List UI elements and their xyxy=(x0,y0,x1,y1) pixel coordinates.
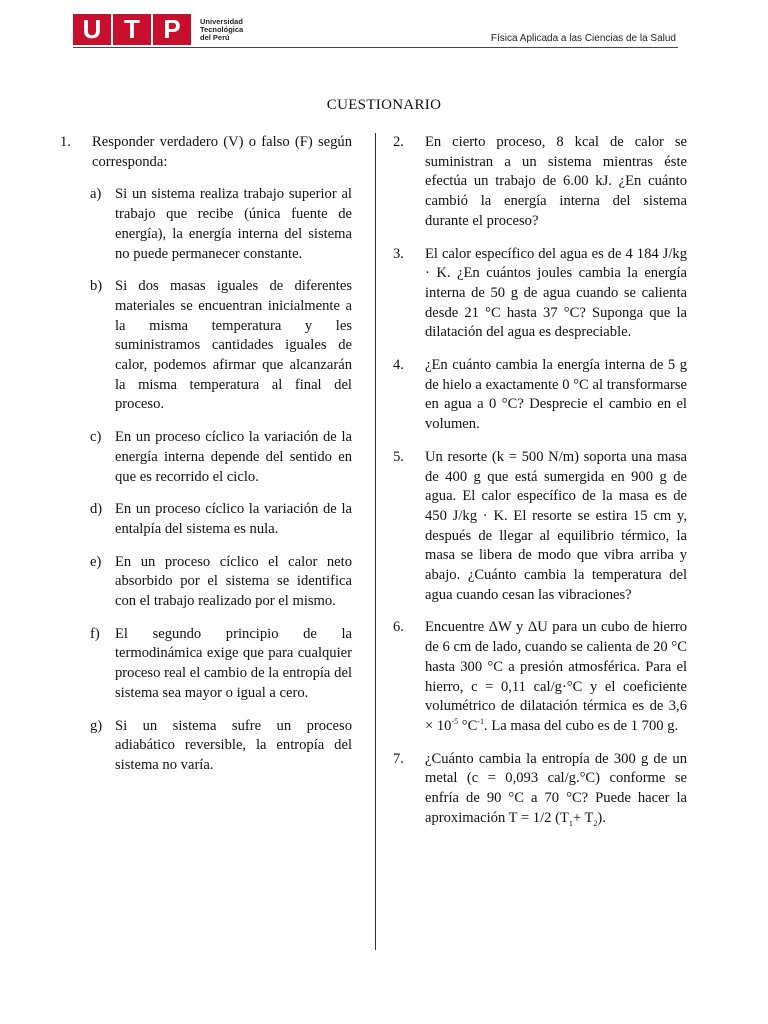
course-title: Física Aplicada a las Ciencias de la Salud xyxy=(490,33,676,44)
item-d xyxy=(90,500,352,539)
left-column xyxy=(60,133,352,776)
question-2 xyxy=(393,133,687,232)
question-4 xyxy=(393,356,687,435)
item-letter: e) xyxy=(90,553,102,570)
question-6 xyxy=(393,618,687,736)
logo-university-name: Universidad Tecnológica del Perú xyxy=(200,16,244,42)
question-3 xyxy=(393,245,687,344)
utp-logo xyxy=(73,14,243,45)
header-divider xyxy=(73,47,678,48)
item-text: Si dos masas iguales de diferentes materiales se encuentran inicialmente a la misma temperatura y les suministramos cantidades iguales de calor, podemos afirmar que alcanzarán la misma temperatura al final del proceso. xyxy=(115,278,352,413)
right-column xyxy=(393,133,687,842)
question-1 xyxy=(60,133,352,172)
question-number: 6. xyxy=(393,619,404,636)
logo-letter-p: P xyxy=(153,14,191,45)
question-number: 5. xyxy=(393,448,404,465)
item-c xyxy=(90,428,352,487)
item-letter: f) xyxy=(90,625,100,642)
question-text: En cierto proceso, 8 kcal de calor se suministran a un sistema mientras éste efectúa un trabajo de 6.00 kJ. ¿En cuánto cambió la energía interna del sistema durante el proceso? xyxy=(425,134,687,229)
item-text: En un proceso cíclico el calor neto absorbido por el sistema se identifica con el trabajo realizado por el mismo. xyxy=(115,553,352,610)
question-number: 3. xyxy=(393,245,404,262)
question-text: Un resorte (k = 500 N/m) soporta una masa de 400 g que está sumergida en 900 g de agua. El calor específico de la masa es de 450 J/kg · K. El resorte se estira 15 cm y, después de llegar al equilibrio térmico, la masa se libera de modo que vibra arriba y abajo. ¿Cuánto cambia la temperatura del agua cuando cesan las vibraciones? xyxy=(425,448,687,603)
question-7 xyxy=(393,750,687,829)
question-text: El calor específico del agua es de 4 184 J/kg · K. ¿En cuántos joules cambia la energía interna de 50 g de agua cuando se calienta desde 21 °C hasta 37 °C? Suponga que la dilatación del agua es despreciable. xyxy=(425,245,687,341)
column-divider xyxy=(375,133,376,950)
question-number: 4. xyxy=(393,357,404,374)
logo-letter-t: T xyxy=(113,14,151,45)
logo-letter-u: U xyxy=(73,14,111,45)
item-letter: b) xyxy=(90,278,103,295)
item-text: Si un sistema sufre un proceso adiabático reversible, la entropía del sistema no varía. xyxy=(115,717,352,773)
question-text: ¿Cuánto cambia la entropía de 300 g de un metal (c = 0,093 cal/g.°C) conforme se enfría de 90 °C a 70 °C? Puede hacer la aproximación T = 1/2 $(T_1+ T_2)$. xyxy=(425,750,687,828)
question-number: 1. xyxy=(60,134,71,150)
item-b xyxy=(90,277,352,415)
subscript: 1 xyxy=(568,818,573,828)
item-f xyxy=(90,625,352,704)
item-text: En un proceso cíclico la variación de la entalpía del sistema es nula. xyxy=(115,501,352,537)
item-g xyxy=(90,717,352,776)
question-number: 7. xyxy=(393,750,404,767)
question-number: 2. xyxy=(393,134,404,150)
item-letter: a) xyxy=(90,186,102,203)
question-5 xyxy=(393,448,687,606)
item-letter: d) xyxy=(90,501,103,518)
subscript: 2 xyxy=(593,818,598,828)
item-letter: c) xyxy=(90,429,102,446)
document-title: CUESTIONARIO xyxy=(326,97,442,113)
exponent: -1 xyxy=(477,717,485,727)
item-letter: g) xyxy=(90,717,103,734)
question-text: Encuentre ΔW y ΔU para un cubo de hierro de 6 cm de lado, cuando se calienta de 20 °C hasta 300 °C a presión atmosférica. Para el hierro, c = 0,11 cal/g·°C y el coeficiente volumétrico de dilatación térmica es de $3,6 \times 10^{-5}$ $^\circ C^{-1}$. La masa del cubo es de 1 700 g. xyxy=(425,619,687,734)
item-text: Si un sistema realiza trabajo superior al trabajo que recibe (única fuente de energía), la energía interna del sistema no puede permanecer constante. xyxy=(115,186,352,262)
item-text: El segundo principio de la termodinámica exige que para cualquier proceso real el cambio de la entropía del sistema sea mayor o igual a cero. xyxy=(115,625,352,701)
question-text: ¿En cuánto cambia la energía interna de 5 g de hielo a exactamente 0 °C al transformarse en agua a 0 °C? Desprecie el cambio en el volumen. xyxy=(425,357,687,433)
item-text: En un proceso cíclico la variación de la energía interna depende del sentido en que es recorrido el ciclo. xyxy=(115,429,352,485)
item-e xyxy=(90,553,352,612)
question-text: Responder verdadero (V) o falso (F) según corresponda: xyxy=(92,134,352,170)
item-a xyxy=(90,185,352,264)
exponent: -5 xyxy=(451,717,459,727)
